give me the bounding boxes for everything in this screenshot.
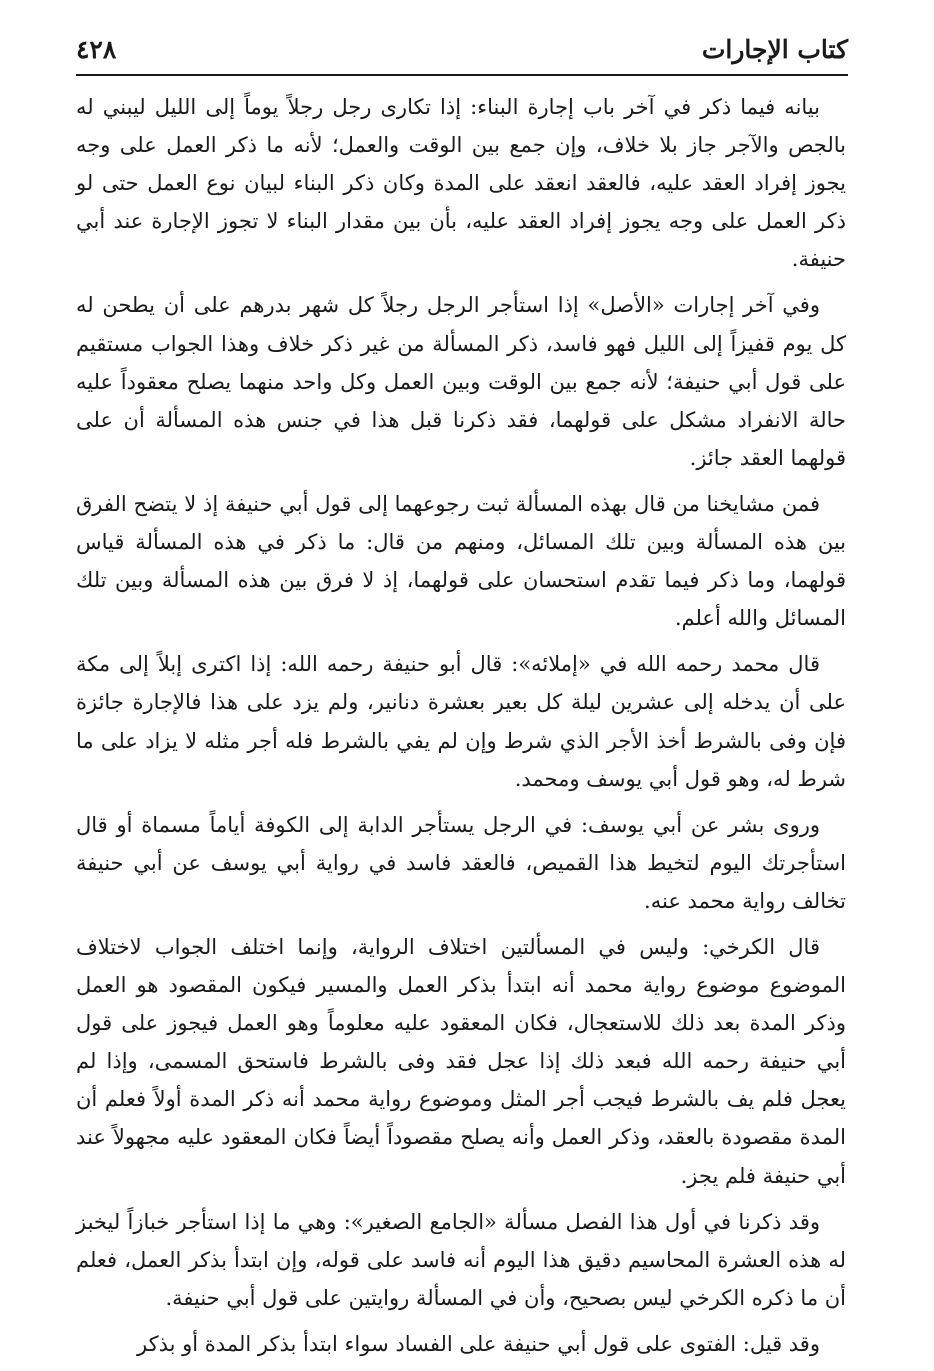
header-divider — [76, 74, 848, 76]
paragraph: فمن مشايخنا من قال بهذه المسألة ثبت رجوعهما إلى قول أبي حنيفة إذ لا يتضح الفرق بين هذه المسألة وبين تلك المسائل، ومنهم من قال: ما ذكر في هذه المسألة قياس قولهما، وما ذكر فيما تقدم استحسان على قولهما، إذ لا فرق بين هذه المسألة وبين تلك المسائل والله أعلم. — [76, 491, 846, 631]
paragraph: وقد قيل: الفتوى على قول أبي حنيفة على الفساد سواء ابتدأ بذكر المدة أو بذكر — [137, 1331, 820, 1356]
paragraph: بيانه فيما ذكر في آخر باب إجارة البناء: إذا تكارى رجل رجلاً يوماً إلى الليل ليبني له بالجص والآجر جاز بلا خلاف، وإن جمع بين الوقت والعمل؛ لأنه ما ذكر العمل على وجه يجوز إفراد العقد عليه، فالعقد انعقد على المدة وكان ذكر البناء لبيان نوع العمل حتى لو ذكر العمل على وجه يجوز إفراد العقد عليه، بأن بين مقدار البناء لا تجوز الإجارة عند أبي حنيفة. — [76, 95, 846, 272]
paragraph: قال محمد رحمه الله في «إملائه»: قال أبو حنيفة رحمه الله: إذا اكترى إبلاً إلى مكة على أن يدخله إلى عشرين ليلة كل بعير بعشرة دنانير، ولم يزد على هذا فالإجارة جائزة فإن وفى بالشرط أخذ الأجر الذي شرط وإن لم يفي بالشرط فله أجر مثله لا يزاد على ما شرط له، وهو قول أبي يوسف ومحمد. — [76, 652, 846, 791]
body-text — [76, 88, 846, 1371]
chapter-title: كتاب الإجارات — [701, 34, 848, 64]
page-header — [76, 26, 848, 72]
paragraph: وفي آخر إجارات «الأصل» إذا استأجر الرجل رجلاً كل شهر بدرهم على أن يطحن له كل يوم قفيزاً إلى الليل فهو فاسد، ذكر المسألة من غير ذكر خلاف وهذا الجواب مستقيم على قول أبي حنيفة؛ لأنه جمع بين الوقت وبين العمل وكل واحد منهما يصلح معقوداً عليه حالة الانفراد مشكل على قولهما، فقد ذكرنا قبل هذا في جنس هذه المسألة أن على قولهما العقد جائز. — [76, 293, 846, 470]
paragraph: وقد ذكرنا في أول هذا الفصل مسألة «الجامع الصغير»: وهي ما إذا استأجر خبازاً ليخبز له هذه العشرة المحاسيم دقيق هذا اليوم أنه فاسد على قوله، وإن ابتدأ بذكر العمل، فعلم أن ما ذكره الكرخي ليس بصحيح، وأن في المسألة روايتين على قول أبي حنيفة. — [76, 1209, 846, 1310]
paragraph: وروى بشر عن أبي يوسف: في الرجل يستأجر الدابة إلى الكوفة أياماً مسماة أو قال استأجرتك اليوم لتخيط هذا القميص، فالعقد فاسد في رواية أبي يوسف عن أبي حنيفة تخالف رواية محمد عنه. — [76, 812, 846, 913]
page-number: ٤٢٨ — [76, 34, 117, 64]
paragraph: قال الكرخي: وليس في المسألتين اختلاف الرواية، وإنما اختلف الجواب لاختلاف الموضوع موضوع رواية محمد أنه ابتدأ بذكر العمل والمسير فيكون المقصود هو العمل وذكر المدة بعد ذلك للاستعجال، فكان المعقود عليه معلوماً وهو العمل فيجوز على قول أبي حنيفة رحمه الله فبعد ذلك إذا عجل فقد وفى بالشرط فاستحق المسمى، وإذا لم يعجل فلم يف بالشرط فيجب أجر المثل وموضوع رواية محمد أنه ذكر المدة أولاً فعلم أن المدة مقصودة بالعقد، وذكر العمل وأنه يصلح مقصوداً أيضاً فكان المعقود عليه مجهولاً عند أبي حنيفة فلم يجز. — [76, 934, 846, 1188]
